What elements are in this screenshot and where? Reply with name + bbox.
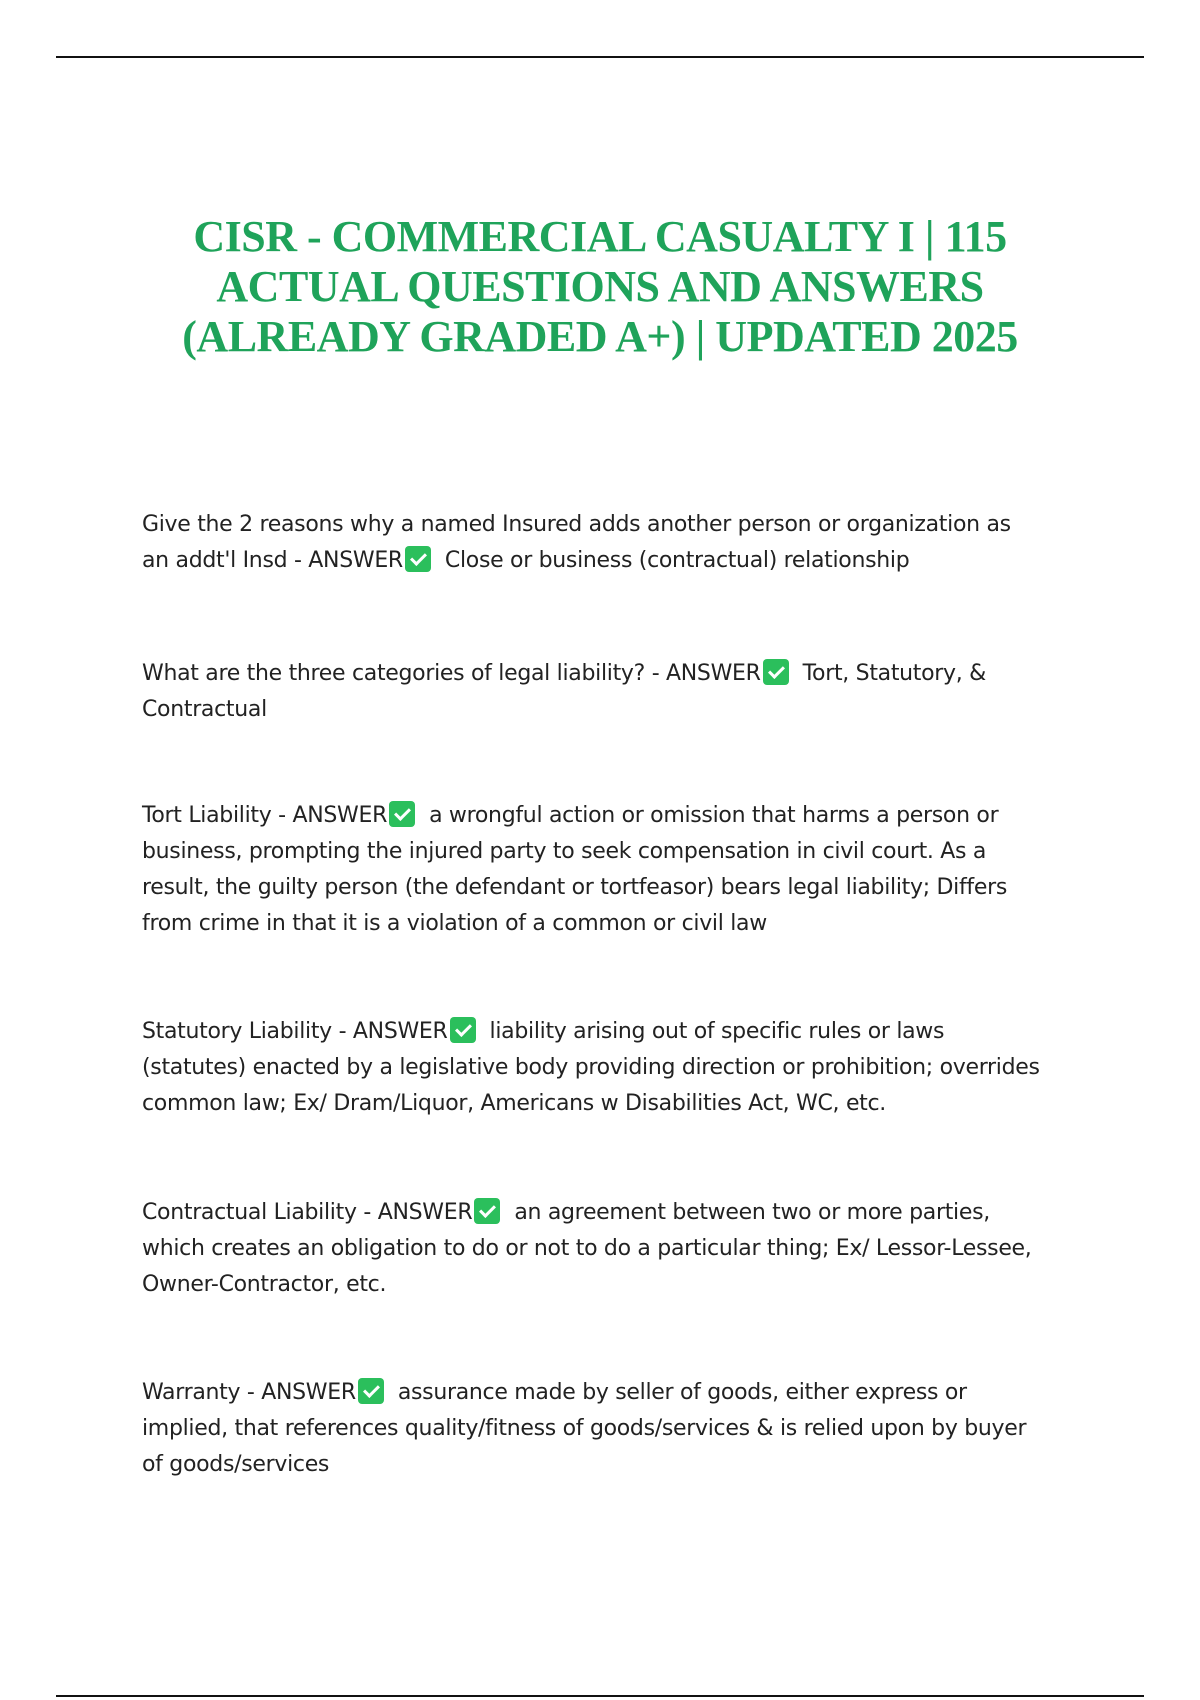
question-text: Tort Liability - ANSWER (142, 803, 388, 828)
question-text: Contractual Liability - ANSWER (142, 1200, 473, 1225)
question-text: What are the three categories of legal liability? - ANSWER (142, 661, 761, 686)
question-text: Give the 2 reasons why a named Insured adds another person or organization as an addt'l Insd - ANSWER (142, 512, 1011, 573)
qa-item (142, 798, 1042, 942)
qa-item (142, 1195, 1042, 1303)
question-text: Warranty - ANSWER (142, 1380, 356, 1405)
check-mark-icon (474, 1198, 500, 1224)
question-text: Statutory Liability - ANSWER (142, 1019, 448, 1044)
title-line: (ALREADY GRADED A+) | UPDATED 2025 (182, 312, 1018, 361)
check-mark-icon (389, 801, 415, 827)
qa-item (142, 656, 1042, 728)
bottom-divider (56, 1695, 1144, 1697)
answer-text: liability arising out of specific rules or laws (statutes) enacted by a legislative body providing direction or prohibition; overrides common law; Ex/ Dram/Liquor, Americans w Disabilities Act, WC, etc. (142, 1019, 1040, 1116)
check-mark-icon (450, 1017, 476, 1043)
answer-text: Tort, Statutory, & Contractual (142, 661, 986, 722)
answer-text: assurance made by seller of goods, either express or implied, that references quality/fitness of goods/services & is relied upon by buyer of goods/services (142, 1380, 1027, 1477)
title-line: ACTUAL QUESTIONS AND ANSWERS (216, 262, 984, 311)
answer-text: a wrongful action or omission that harms a person or business, prompting the injured party to seek compensation in civil court. As a result, the guilty person (the defendant or tortfeasor) bears legal liability; Differs from crime in that it is a violation of a common or civil law (142, 803, 1007, 936)
title-line: CISR - COMMERCIAL CASUALTY I | 115 (193, 212, 1007, 261)
check-mark-icon (763, 659, 789, 685)
check-mark-icon (358, 1378, 384, 1404)
answer-text: Close or business (contractual) relationship (444, 548, 910, 573)
answer-text: an agreement between two or more parties, which creates an obligation to do or not to do a particular thing; Ex/ Lessor-Lessee, Owner-Contractor, etc. (142, 1200, 1032, 1297)
check-mark-icon (405, 546, 431, 572)
qa-item (142, 1375, 1042, 1483)
qa-item (142, 1014, 1042, 1122)
qa-item (142, 507, 1042, 579)
